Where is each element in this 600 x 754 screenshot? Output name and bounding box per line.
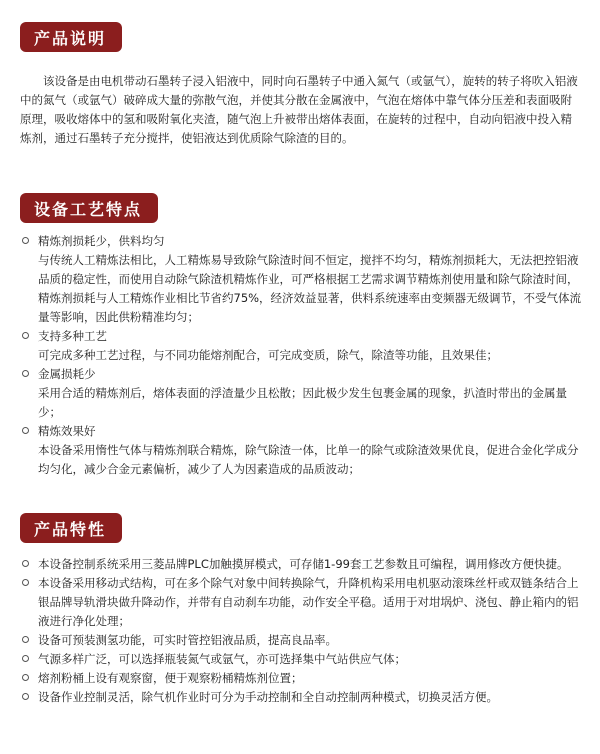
list-item xyxy=(20,688,582,707)
bullet-icon xyxy=(22,332,29,339)
process-feature-list xyxy=(20,232,582,479)
section-title: 产品说明 xyxy=(20,22,122,52)
item-text: 采用合适的精炼剂后，熔体表面的浮渣量少且松散；因此极少发生包裹金属的现象，扒渣时带出的金属量少； xyxy=(38,386,567,419)
item-text: 可完成多种工艺过程，与不同功能熔剂配合，可完成变质，除气，除渣等功能，且效果佳； xyxy=(38,348,498,362)
item-title: 支持多种工艺 xyxy=(38,329,107,343)
section-heading-process xyxy=(20,193,158,223)
item-text: 本设备采用移动式结构，可在多个除气对象中间转换除气，升降机构采用电机驱动滚珠丝杆或双链条结合上银品牌导轨滑块做升降动作，并带有自动刹车功能，动作安全平稳。适用于对坩埚炉、浇包、静止箱内的铝液进行净化处理； xyxy=(38,576,579,628)
section-title: 产品特性 xyxy=(20,513,122,543)
bullet-icon xyxy=(22,237,29,244)
section-heading-features xyxy=(20,513,122,543)
section-title: 设备工艺特点 xyxy=(20,193,158,223)
list-item xyxy=(20,650,582,669)
bullet-icon xyxy=(22,655,29,662)
bullet-icon xyxy=(22,674,29,681)
item-text: 本设备采用惰性气体与精炼剂联合精炼，除气除渣一体，比单一的除气或除渣效果优良，促进合金化学成分均匀化，减少合金元素偏析，减少了人为因素造成的品质波动； xyxy=(38,443,579,476)
bullet-icon xyxy=(22,579,29,586)
bullet-icon xyxy=(22,427,29,434)
item-text: 熔剂粉桶上设有观察窗，便于观察粉桶精炼剂位置； xyxy=(38,671,303,685)
list-item xyxy=(20,422,582,479)
bullet-icon xyxy=(22,636,29,643)
item-title: 精炼剂损耗少，供料均匀 xyxy=(38,234,165,248)
item-text: 设备作业控制灵活，除气机作业时可分为手动控制和全自动控制两种模式，切换灵活方便。 xyxy=(38,690,498,704)
item-text: 气源多样广泛，可以选择瓶装氮气或氩气，亦可选择集中气站供应气体； xyxy=(38,652,406,666)
item-text: 与传统人工精炼法相比，人工精炼易导致除气除渣时间不恒定，搅拌不均匀，精炼剂损耗大，无法把控铝液品质的稳定性，而使用自动除气除渣机精炼作业，可严格根据工艺需求调节精炼剂使用量和除气除渣时间，精炼剂损耗与人工精炼作业相比节省约75%，经济效益显著，供料系统速率由变频器无级调节，不受气体流量等影响，因此供粉精准均匀； xyxy=(38,253,582,324)
item-title: 金属损耗少 xyxy=(38,367,96,381)
item-title: 精炼效果好 xyxy=(38,424,96,438)
list-item xyxy=(20,232,582,327)
list-item xyxy=(20,327,582,365)
bullet-icon xyxy=(22,560,29,567)
intro-paragraph: 该设备是由电机带动石墨转子浸入铝液中，同时向石墨转子中通入氮气（或氩气），旋转的转子将吹入铝液中的氮气（或氩气）破碎成大量的弥散气泡，并使其分散在金属液中，气泡在熔体中靠气体分压差和表面吸附原理，吸收熔体中的氢和吸附氧化夹渣，随气泡上升被带出熔体表面，在旋转的过程中，自动向铝液中投入精炼剂，通过石墨转子充分搅拌，使铝液达到优质除气除渣的目的。 xyxy=(20,74,578,145)
section-heading-intro xyxy=(20,22,122,52)
bullet-icon xyxy=(22,693,29,700)
bullet-icon xyxy=(22,370,29,377)
list-item xyxy=(20,574,582,631)
list-item xyxy=(20,669,582,688)
list-item xyxy=(20,631,582,650)
list-item xyxy=(20,365,582,422)
list-item xyxy=(20,555,582,574)
item-text: 本设备控制系统采用三菱品牌PLC加触摸屏模式，可存储1-99套工艺参数且可编程，调用修改方便快捷。 xyxy=(38,557,569,571)
item-text: 设备可预装测氢功能，可实时管控铝液品质，提高良品率。 xyxy=(38,633,337,647)
product-feature-list xyxy=(20,555,582,707)
